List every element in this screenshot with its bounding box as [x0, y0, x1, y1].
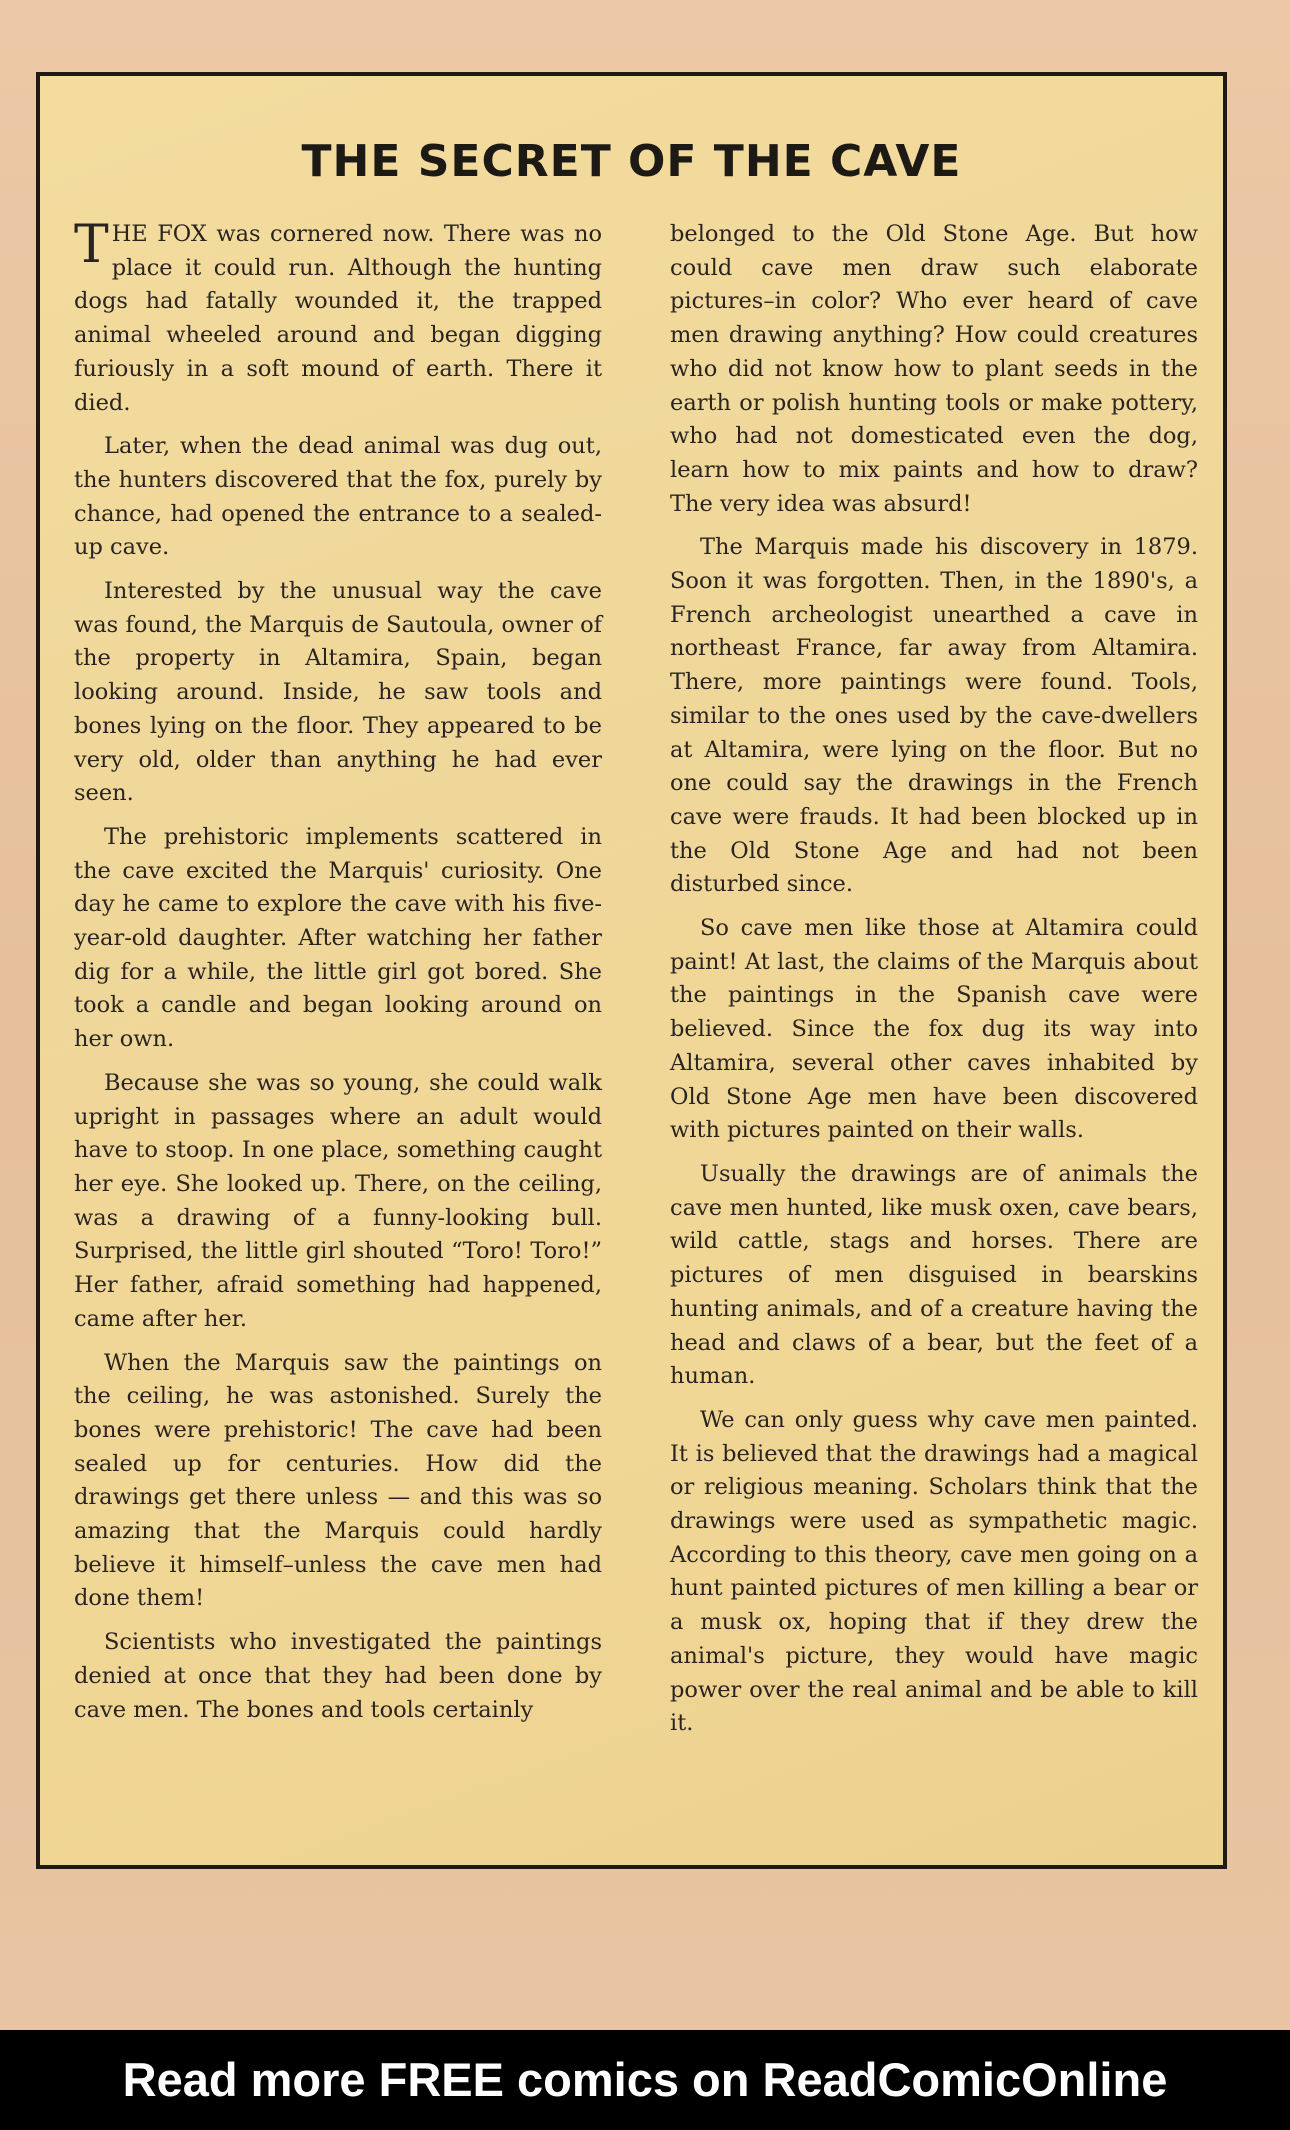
left-column [74, 215, 602, 1741]
paragraph: When the Marquis saw the paintings on the ceiling, he was astonished. Surely the bones were prehistoric! The cave had been sealed up for centuries. How did the drawings get there unless — and this was so amazing that the Marquis could hardly believe it himself–unless the cave men had done them! [74, 1349, 602, 1612]
paragraph: So cave men like those at Altamira could paint! At last, the claims of the Marquis about the paintings in the Spanish cave were believed. Since the fox dug its way into Altamira, several other caves inhabited by Old Stone Age men have been discovered with pictures painted on their walls. [670, 915, 1198, 1144]
article-columns [74, 215, 1198, 1741]
article-title: THE SECRET OF THE CAVE [301, 136, 962, 187]
paragraph: Later, when the dead animal was dug out, the hunters discovered that the fox, purely by chance, had opened the entrance to a sealed-up cave. [74, 433, 602, 561]
paragraph: Usually the drawings are of animals the cave men hunted, like musk oxen, cave bears, wild cattle, stags and horses. There are pictures of men disguised in bearskins hunting animals, and of a creature having the head and claws of a bear, but the feet of a human. [670, 1160, 1198, 1390]
paragraph: The prehistoric implements scattered in the cave excited the Marquis' curiosity. One day he came to explore the cave with his five-year-old daughter. After watching her father dig for a while, the little girl got bored. She took a candle and began looking around on her own. [74, 823, 602, 1053]
article-frame [36, 72, 1227, 1869]
paragraph [74, 215, 602, 420]
paragraph: Scientists who investigated the paintings denied at once that they had been done by cave men. The bones and tools certainly [74, 1629, 602, 1723]
paragraph: The Marquis made his discovery in 1879. Soon it was forgotten. Then, in the 1890's, a French archeologist unearthed a cave in northeast France, far away from Altamira. There, more paintings were found. Tools, similar to the ones used by the cave-dwellers at Altamira, were lying on the floor. But no one could say the drawings in the French cave were frauds. It had been blocked up in the Old Stone Age and had not been disturbed since. [670, 534, 1198, 898]
paragraph-text: HE FOX was cornered now. There was no place it could run. Although the hunting dogs had fatally wounded it, the trapped animal wheeled around and began digging furiously in a soft mound of earth. There it died. [74, 221, 602, 416]
right-column [670, 218, 1198, 1741]
paragraph: belonged to the Old Stone Age. But how could cave men draw such elaborate pictures–in color? Who ever heard of cave men drawing anything? How could creatures who did not know how to plant seeds in the earth or polish hunting tools or make pottery, who had not domesticated even the dog, learn how to mix paints and how to draw? The very idea was absurd! [670, 221, 1198, 517]
paragraph: Because she was so young, she could walk upright in passages where an adult would have to stoop. In one place, something caught her eye. She looked up. There, on the ceiling, was a drawing of a funny-looking bull. Surprised, the little girl shouted “Toro! Toro!” Her father, afraid something had happened, came after her. [74, 1069, 602, 1332]
drop-cap: T [74, 215, 109, 275]
promo-banner[interactable]: Read more FREE comics on ReadComicOnline [0, 2030, 1290, 2130]
paragraph: Interested by the unusual way the cave was found, the Marquis de Sautoula, owner of the property in Altamira, Spain, began looking around. Inside, he saw tools and bones lying on the floor. They appeared to be very old, older than anything he had ever seen. [74, 578, 602, 807]
paragraph: We can only guess why cave men painted. It is believed that the drawings had a magical or religious meaning. Scholars think that the drawings were used as sympathetic magic. According to this theory, cave men going on a hunt painted pictures of men killing a bear or a musk ox, hoping that if they drew the animal's picture, they would have magic power over the real animal and be able to kill it. [670, 1406, 1198, 1737]
